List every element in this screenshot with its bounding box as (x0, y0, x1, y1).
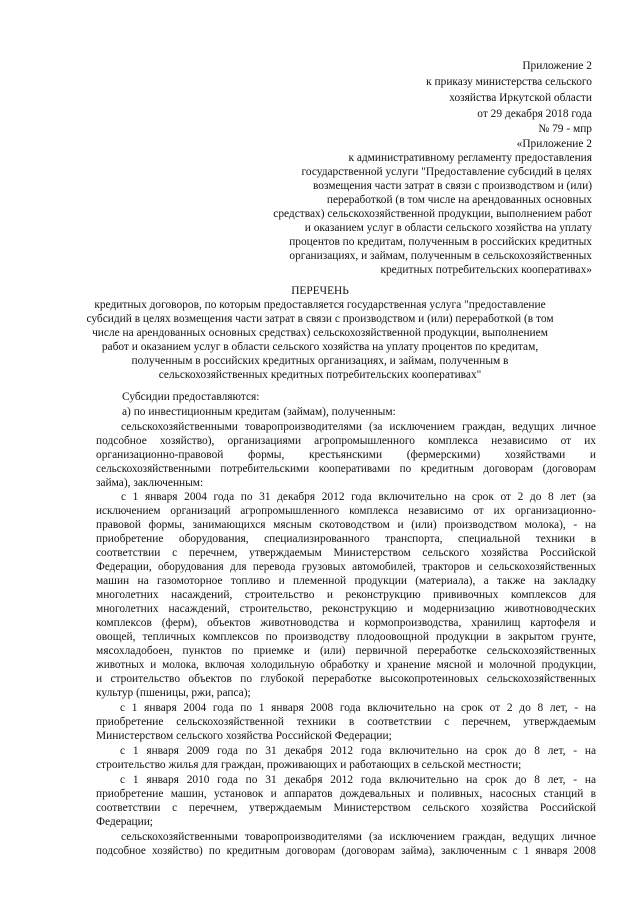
header-line: и оказанием услуг в области сельского хозяйства на уплату (304, 222, 592, 234)
body-line: приобретение машин, установок и аппаратов дождевальных и поливных, насосных станций в (96, 788, 596, 800)
subtitle-line: числе на арендованных основных средствах) сельскохозяйственной продукции, выполнением (92, 327, 548, 339)
subtitle-line: кредитных договоров, по которым предоставляется государственная услуга "предоставление (94, 299, 546, 311)
subtitle-line: субсидий в целях возмещения части затрат в связи с производством и (или) переработкой (в том (86, 313, 554, 325)
header-line: к приказу министерства сельского (426, 76, 592, 88)
header-line: возмещения части затрат в связи с производством и (или) (312, 180, 592, 192)
body-line: Федерации; (96, 816, 153, 828)
body-line: а) по инвестиционным кредитам (займам), полученным: (122, 406, 396, 418)
header-line: хозяйства Иркутской области (449, 92, 592, 104)
subtitle-line: полученным в российских кредитных организациях, и займам, полученным в (131, 355, 509, 367)
header-line: к административному регламенту предоставления (348, 152, 592, 164)
body-line: исключением организаций агропромышленного комплекса независимо от их организационно- (96, 505, 596, 517)
body-line: овощей, тепличных комплексов по производству плодоовощной продукции в закрытом грунте, (96, 631, 596, 643)
body-line: и строительство объектов по глубокой переработке высокопротеиновых сельскохозяйственных (96, 673, 596, 685)
body-line: с 1 января 2009 года по 31 декабря 2012 года включительно на срок до 8 лет, - на (120, 745, 596, 757)
body-line: многолетних насаждений, строительство, реконструкцию и модернизацию животноводческих (96, 603, 596, 615)
body-line: Субсидии предоставляются: (122, 391, 260, 403)
body-line: правовой формы, занимающихся мясным скотоводством и (или) производством молока), - на (96, 519, 596, 531)
body-line: животных и молока, включая холодильную обработку и хранение мясной и молочной продукции, (96, 659, 596, 671)
subtitle-line: работ и оказанием услуг в области сельского хозяйства на уплату процентов по кредитам, (101, 341, 539, 353)
body-line: комплексов (ферм), объектов животноводства и кормопроизводства, хранилищ картофеля и (96, 617, 596, 629)
body-line: с 1 января 2004 года по 1 января 2008 года включительно на срок от 2 до 8 лет, - на (120, 702, 596, 714)
body-line: соответствии с перечнем, утверждаемым Министерством сельского хозяйства Российской (96, 547, 596, 559)
body-line: приобретение сельскохозяйственной техники в соответствии с перечнем, утверждаемым (96, 716, 596, 728)
body-line: Министерством сельского хозяйства Российской Федерации; (96, 730, 392, 742)
header-line: процентов по кредитам, полученным в российских кредитных (289, 236, 592, 248)
header-line: государственной услуги "Предоставление субсидий в целях (301, 166, 592, 178)
header-line: переработкой (в том числе на арендованных основных (326, 194, 592, 206)
body-line: приобретение оборудования, специализированного транспорта, специальной техники в (96, 533, 596, 545)
header-line: Приложение 2 (522, 60, 592, 72)
body-line: машин на газомоторное топливо и племенной продукции (материала), а также на закладку (96, 575, 596, 587)
body-line: сельскохозяйственными товаропроизводителями (за исключением граждан, ведущих личное (121, 831, 596, 843)
body-line: многолетних насаждений, строительство и реконструкцию прививочных комплексов для (96, 589, 596, 601)
body-line: культур (пшеницы, ржи, рапса); (96, 687, 251, 699)
body-line: с 1 января 2004 года по 31 декабря 2012 года включительно на срок от 2 до 8 лет (за (121, 491, 596, 503)
subtitle-line: сельскохозяйственных кредитных потребительских кооперативах" (158, 369, 482, 381)
header-line: «Приложение 2 (516, 138, 592, 150)
header-line: от 29 декабря 2018 года (477, 108, 592, 120)
header-line: средствах) сельскохозяйственной продукции, выполнением работ (273, 208, 592, 220)
body-line: сельскохозяйственными товаропроизводителями (за исключением граждан, ведущих личное (121, 421, 596, 433)
body-line: Федерации, оборудования для перевода грузовых автомобилей, тракторов и сельскохозяйственных (96, 561, 596, 573)
body-line: организационно-правовой формы, крестьянскими (фермерскими) хозяйствами и (96, 449, 596, 461)
body-line: мясохладобоен, пунктов по приемке и (или) первичной переработке сельскохозяйственных (96, 645, 596, 657)
header-line: № 79 - мпр (538, 123, 592, 135)
body-line: соответствии с перечнем, утверждаемым Министерством сельского хозяйства Российской (96, 802, 596, 814)
document-title: ПЕРЕЧЕНЬ (291, 285, 349, 297)
header-line: кредитных потребительских кооперативах» (380, 264, 592, 276)
body-line: с 1 января 2010 года по 31 декабря 2012 года включительно на срок до 8 лет, - на (120, 774, 596, 786)
header-line: организациях, и займам, полученным в сельскохозяйственных (289, 250, 592, 262)
body-line: займа), заключенным: (96, 477, 204, 489)
body-line: подсобное хозяйство) по кредитным договорам (договорам займа), заключенным с 1 января 2008 (96, 845, 596, 857)
body-line: строительство жилья для граждан, проживающих и работающих в сельской местности; (96, 759, 522, 771)
body-line: сельскохозяйственными потребительскими кооперативами по кредитным договорам (договорам (96, 463, 596, 475)
body-line: подсобное хозяйство), организациями агропромышленного комплекса независимо от их (96, 435, 596, 447)
